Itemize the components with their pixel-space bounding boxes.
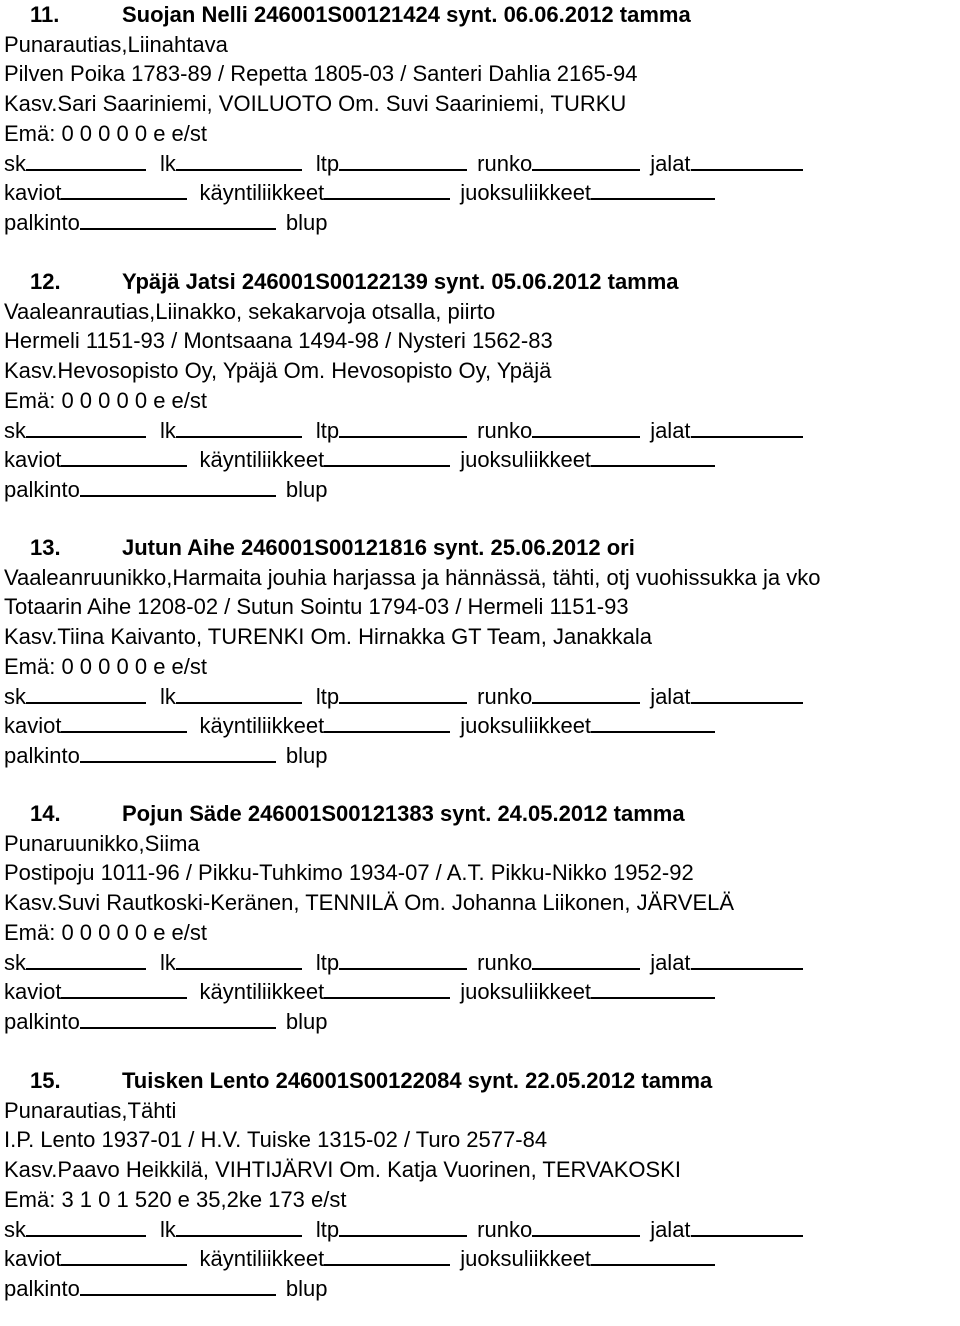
- field-kayntiliikkeet[interactable]: [324, 180, 450, 200]
- score-row-2: [4, 178, 715, 207]
- score-row-3: [4, 208, 327, 237]
- label-sk: sk: [4, 684, 26, 709]
- entry-breeder-owner: [4, 1155, 681, 1184]
- entry-color: [4, 563, 821, 592]
- label-sk: sk: [4, 950, 26, 975]
- label-juoksuliikkeet: juoksuliikkeet: [460, 713, 592, 738]
- entry-pedigree: [4, 326, 553, 355]
- field-juoksuliikkeet[interactable]: [591, 447, 715, 467]
- field-ltp[interactable]: [339, 684, 467, 704]
- score-row-3: [4, 475, 327, 504]
- label-lk: lk: [160, 151, 176, 176]
- field-jalat[interactable]: [691, 151, 803, 171]
- entry-breeder-owner-text: Kasv.Sari Saariniemi, VOILUOTO Om. Suvi Saariniemi, TURKU: [4, 91, 627, 116]
- score-row-1: [4, 948, 803, 977]
- field-kaviot[interactable]: [61, 979, 187, 999]
- field-palkinto[interactable]: [80, 210, 276, 230]
- score-row-2: [4, 711, 715, 740]
- field-ltp[interactable]: [339, 1217, 467, 1237]
- label-jalat: jalat: [650, 950, 691, 975]
- field-juoksuliikkeet[interactable]: [591, 180, 715, 200]
- entry-pedigree-text: Hermeli 1151-93 / Montsaana 1494-98 / Nysteri 1562-83: [4, 328, 553, 353]
- label-ltp: ltp: [315, 418, 340, 443]
- label-lk: lk: [160, 418, 176, 443]
- horse-entry: [0, 267, 960, 527]
- entry-dam-record-text: Emä: 0 0 0 0 0 e e/st: [4, 654, 208, 679]
- label-juoksuliikkeet: juoksuliikkeet: [460, 1246, 592, 1271]
- label-sk: sk: [4, 1217, 26, 1242]
- entry-breeder-owner: [4, 356, 551, 385]
- field-kayntiliikkeet[interactable]: [324, 979, 450, 999]
- field-ltp[interactable]: [339, 418, 467, 438]
- field-jalat[interactable]: [691, 418, 803, 438]
- entry-pedigree-text: I.P. Lento 1937-01 / H.V. Tuiske 1315-02 / Turo 2577-84: [4, 1127, 548, 1152]
- entry-pedigree-text: Postipoju 1011-96 / Pikku-Tuhkimo 1934-07 / A.T. Pikku-Nikko 1952-92: [4, 860, 694, 885]
- entry-number: 13.: [30, 535, 61, 560]
- label-ltp: ltp: [315, 684, 340, 709]
- entry-color: [4, 297, 495, 326]
- entry-breeder-owner-text: Kasv.Paavo Heikkilä, VIHTIJÄRVI Om. Katja Vuorinen, TERVAKOSKI: [4, 1157, 681, 1182]
- entry-pedigree: [4, 858, 694, 887]
- field-palkinto[interactable]: [80, 477, 276, 497]
- label-kayntiliikkeet: käyntiliikkeet: [199, 979, 325, 1004]
- label-lk: lk: [160, 684, 176, 709]
- label-blup: blup: [285, 743, 328, 768]
- label-blup: blup: [285, 1009, 328, 1034]
- entry-breeder-owner: [4, 888, 734, 917]
- field-kaviot[interactable]: [61, 1246, 187, 1266]
- label-ltp: ltp: [315, 151, 340, 176]
- entry-dam-record-text: Emä: 0 0 0 0 0 e e/st: [4, 121, 208, 146]
- field-lk[interactable]: [176, 1217, 302, 1237]
- label-jalat: jalat: [650, 1217, 691, 1242]
- entry-color-text: Vaaleanrautias,Liinakko, sekakarvoja otsalla, piirto: [4, 299, 496, 324]
- entry-pedigree-text: Pilven Poika 1783-89 / Repetta 1805-03 / Santeri Dahlia 2165-94: [4, 61, 638, 86]
- field-kayntiliikkeet[interactable]: [324, 713, 450, 733]
- field-palkinto[interactable]: [80, 743, 276, 763]
- field-sk[interactable]: [26, 950, 146, 970]
- entry-breeder-owner: [4, 89, 626, 118]
- entry-dam-record-text: Emä: 3 1 0 1 520 e 35,2ke 173 e/st: [4, 1187, 347, 1212]
- label-palkinto: palkinto: [4, 1009, 80, 1034]
- entry-color-text: Vaaleanruunikko,Harmaita jouhia harjassa ja hännässä, tähti, otj vuohissukka ja vko: [4, 565, 821, 590]
- label-ltp: ltp: [315, 1217, 340, 1242]
- horse-entry: [0, 533, 960, 793]
- entry-dam-record-text: Emä: 0 0 0 0 0 e e/st: [4, 388, 208, 413]
- entry-title: Suojan Nelli 246001S00121424 synt. 06.06.2012 tamma: [122, 2, 691, 27]
- entry-dam-record: [4, 652, 207, 681]
- field-sk[interactable]: [26, 1217, 146, 1237]
- field-runko[interactable]: [532, 684, 640, 704]
- label-ltp: ltp: [315, 950, 340, 975]
- label-juoksuliikkeet: juoksuliikkeet: [460, 979, 592, 1004]
- score-row-2: [4, 445, 715, 474]
- label-palkinto: palkinto: [4, 477, 80, 502]
- label-runko: runko: [477, 151, 533, 176]
- entry-dam-record: [4, 119, 207, 148]
- field-kaviot[interactable]: [61, 713, 187, 733]
- entry-title: Tuisken Lento 246001S00122084 synt. 22.05.2012 tamma: [122, 1068, 713, 1093]
- label-juoksuliikkeet: juoksuliikkeet: [460, 447, 592, 472]
- field-runko[interactable]: [532, 418, 640, 438]
- label-jalat: jalat: [650, 684, 691, 709]
- score-row-3: [4, 1007, 327, 1036]
- entry-dam-record: [4, 918, 207, 947]
- label-kaviot: kaviot: [4, 1246, 62, 1271]
- label-runko: runko: [477, 418, 533, 443]
- score-row-2: [4, 1244, 715, 1273]
- label-kayntiliikkeet: käyntiliikkeet: [199, 1246, 325, 1271]
- label-palkinto: palkinto: [4, 743, 80, 768]
- field-juoksuliikkeet[interactable]: [591, 1246, 715, 1266]
- entry-breeder-owner-text: Kasv.Suvi Rautkoski-Keränen, TENNILÄ Om. Johanna Liikonen, JÄRVELÄ: [4, 890, 735, 915]
- score-row-1: [4, 149, 803, 178]
- label-blup: blup: [285, 210, 328, 235]
- entry-color-text: Punarautias,Tähti: [4, 1098, 177, 1123]
- label-kayntiliikkeet: käyntiliikkeet: [199, 180, 325, 205]
- entry-breeder-owner-text: Kasv.Hevosopisto Oy, Ypäjä Om. Hevosopisto Oy, Ypäjä: [4, 358, 552, 383]
- score-row-2: [4, 977, 715, 1006]
- label-kayntiliikkeet: käyntiliikkeet: [199, 447, 325, 472]
- horse-entry: [0, 799, 960, 1059]
- field-lk[interactable]: [176, 684, 302, 704]
- field-runko[interactable]: [532, 950, 640, 970]
- entry-title: Ypäjä Jatsi 246001S00122139 synt. 05.06.2012 tamma: [122, 269, 679, 294]
- field-lk[interactable]: [176, 950, 302, 970]
- score-row-1: [4, 416, 803, 445]
- entry-dam-record: [4, 1185, 346, 1214]
- label-sk: sk: [4, 418, 26, 443]
- label-jalat: jalat: [650, 151, 691, 176]
- horse-entry: [0, 0, 960, 260]
- entry-pedigree-text: Totaarin Aihe 1208-02 / Sutun Sointu 1794-03 / Hermeli 1151-93: [4, 594, 629, 619]
- entry-number: 15.: [30, 1068, 61, 1093]
- field-runko[interactable]: [532, 1217, 640, 1237]
- entry-number: 14.: [30, 801, 61, 826]
- entry-number: 11.: [30, 2, 60, 27]
- label-juoksuliikkeet: juoksuliikkeet: [460, 180, 592, 205]
- entry-pedigree: [4, 1125, 547, 1154]
- label-runko: runko: [477, 684, 533, 709]
- label-kayntiliikkeet: käyntiliikkeet: [199, 713, 325, 738]
- field-ltp[interactable]: [339, 950, 467, 970]
- label-runko: runko: [477, 950, 533, 975]
- field-kayntiliikkeet[interactable]: [324, 447, 450, 467]
- label-runko: runko: [477, 1217, 533, 1242]
- field-kaviot[interactable]: [61, 180, 187, 200]
- label-sk: sk: [4, 151, 26, 176]
- entry-breeder-owner: [4, 622, 652, 651]
- entry-pedigree: [4, 592, 629, 621]
- entry-number: 12.: [30, 269, 61, 294]
- field-juoksuliikkeet[interactable]: [591, 979, 715, 999]
- field-palkinto[interactable]: [80, 1009, 276, 1029]
- field-lk[interactable]: [176, 151, 302, 171]
- entry-color: [4, 1096, 176, 1125]
- score-row-1: [4, 1215, 803, 1244]
- field-jalat[interactable]: [691, 950, 803, 970]
- field-sk[interactable]: [26, 151, 146, 171]
- label-palkinto: palkinto: [4, 210, 80, 235]
- label-palkinto: palkinto: [4, 1276, 80, 1301]
- label-kaviot: kaviot: [4, 447, 62, 472]
- label-jalat: jalat: [650, 418, 691, 443]
- label-blup: blup: [285, 1276, 328, 1301]
- label-lk: lk: [160, 950, 176, 975]
- score-row-1: [4, 682, 803, 711]
- field-sk[interactable]: [26, 418, 146, 438]
- entry-title: Jutun Aihe 246001S00121816 synt. 25.06.2012 ori: [122, 535, 635, 560]
- field-palkinto[interactable]: [80, 1276, 276, 1296]
- entry-color-text: Punarautias,Liinahtava: [4, 32, 228, 57]
- label-kaviot: kaviot: [4, 713, 62, 738]
- entry-breeder-owner-text: Kasv.Tiina Kaivanto, TURENKI Om. Hirnakka GT Team, Janakkala: [4, 624, 653, 649]
- entry-title: Pojun Säde 246001S00121383 synt. 24.05.2012 tamma: [122, 801, 685, 826]
- field-kayntiliikkeet[interactable]: [324, 1246, 450, 1266]
- entry-color: [4, 30, 228, 59]
- field-kaviot[interactable]: [61, 447, 187, 467]
- score-row-3: [4, 741, 327, 770]
- entry-pedigree: [4, 59, 638, 88]
- label-kaviot: kaviot: [4, 979, 62, 1004]
- field-lk[interactable]: [176, 418, 302, 438]
- field-jalat[interactable]: [691, 684, 803, 704]
- horse-entry: [0, 1066, 960, 1326]
- field-sk[interactable]: [26, 684, 146, 704]
- field-runko[interactable]: [532, 151, 640, 171]
- label-lk: lk: [160, 1217, 176, 1242]
- field-juoksuliikkeet[interactable]: [591, 713, 715, 733]
- field-ltp[interactable]: [339, 151, 467, 171]
- entry-dam-record: [4, 386, 207, 415]
- label-kaviot: kaviot: [4, 180, 62, 205]
- field-jalat[interactable]: [691, 1217, 803, 1237]
- label-blup: blup: [285, 477, 328, 502]
- entry-color: [4, 829, 200, 858]
- entry-color-text: Punaruunikko,Siima: [4, 831, 200, 856]
- entry-dam-record-text: Emä: 0 0 0 0 0 e e/st: [4, 920, 208, 945]
